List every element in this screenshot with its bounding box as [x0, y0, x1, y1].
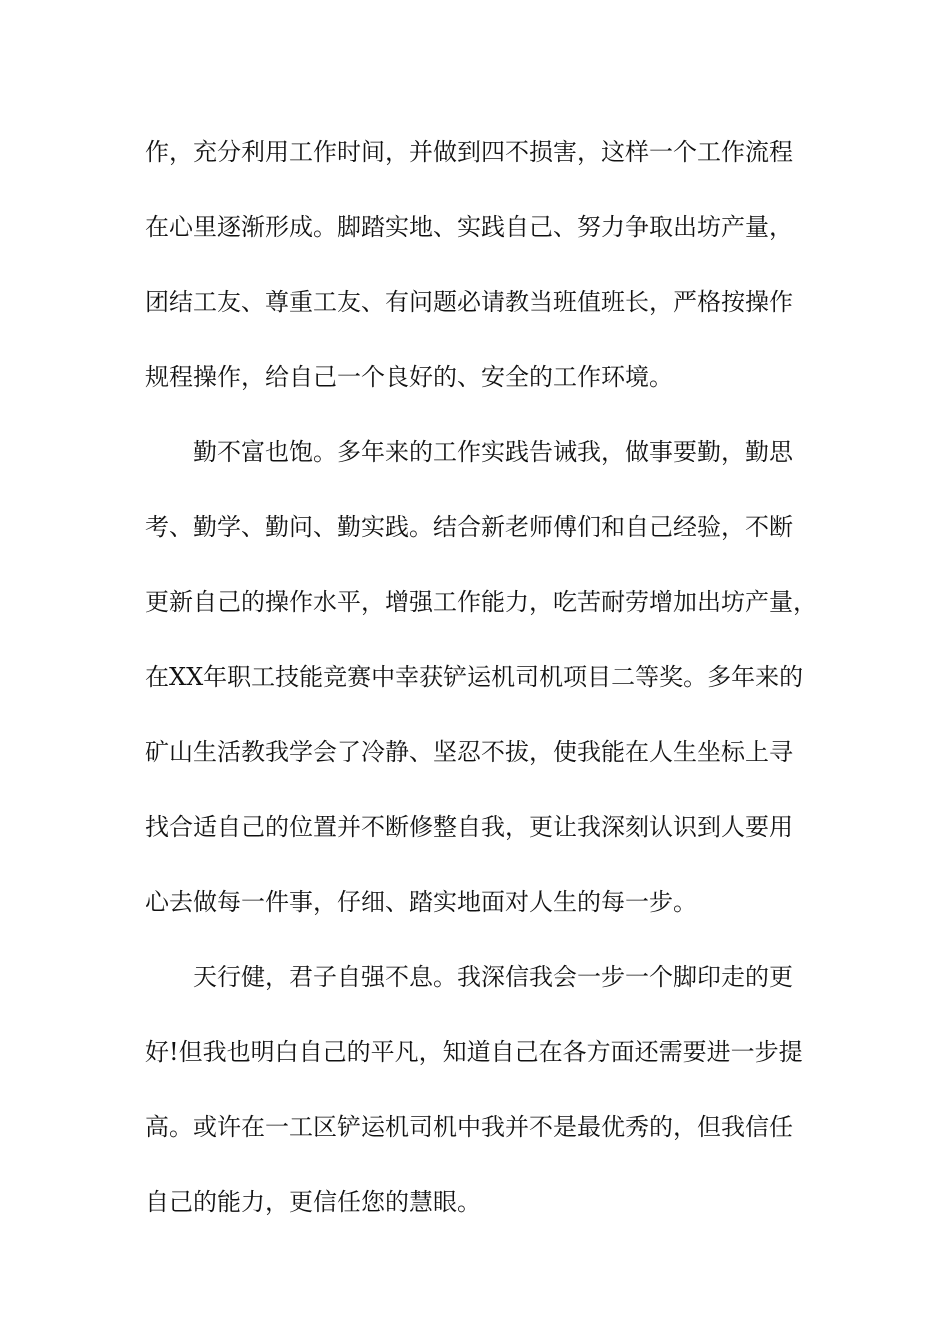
text-line: 在XX年职工技能竞赛中幸获铲运机司机项目二等奖。多年来的: [145, 663, 804, 691]
text-line: 更新自己的操作水平，增强工作能力，吃苦耐劳增加出坊产量，: [145, 588, 817, 616]
text-line: 矿山生活教我学会了冷静、坚忍不拔，使我能在人生坐标上寻: [145, 738, 793, 766]
text-line: 规程操作，给自己一个良好的、安全的工作环境。: [145, 363, 673, 391]
text-line: 找合适自己的位置并不断修整自我，更让我深刻认识到人要用: [145, 813, 793, 841]
text-line: 高。或许在一工区铲运机司机中我并不是最优秀的，但我信任: [145, 1113, 793, 1141]
text-line: 团结工友、尊重工友、有问题必请教当班值班长，严格按操作: [145, 288, 793, 316]
text-line: 自己的能力，更信任您的慧眼。: [145, 1188, 481, 1216]
text-line: 考、勤学、勤问、勤实践。结合新老师傅们和自己经验，不断: [145, 513, 793, 541]
text-line: 心去做每一件事，仔细、踏实地面对人生的每一步。: [145, 888, 697, 916]
text-line: 好!但我也明白自己的平凡，知道自己在各方面还需要进一步提: [145, 1038, 803, 1066]
text-line: 作，充分利用工作时间，并做到四不损害，这样一个工作流程: [145, 138, 793, 166]
text-line: 在心里逐渐形成。脚踏实地、实践自己、努力争取出坊产量，: [145, 213, 793, 241]
paragraph-first-line: 勤不富也饱。多年来的工作实践告诫我，做事要勤，勤思: [193, 438, 793, 466]
paragraph-first-line: 天行健，君子自强不息。我深信我会一步一个脚印走的更: [193, 963, 793, 991]
